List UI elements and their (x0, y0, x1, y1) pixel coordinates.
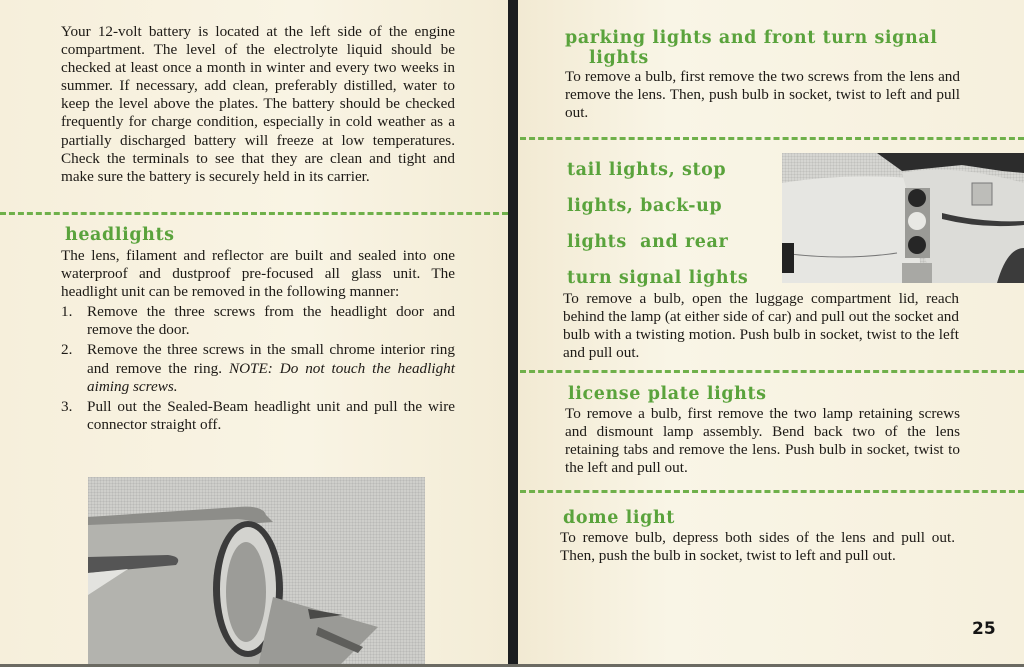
headlights-heading: headlights (65, 225, 175, 245)
book-spine (508, 0, 518, 667)
headlight-steps-list (61, 303, 455, 434)
step-number: 1. (61, 303, 73, 321)
tail-lights-heading: tail lights, stop lights, back-up lights and rear turn signal lights (567, 160, 749, 288)
license-plate-lights-heading: license plate lights (568, 384, 767, 404)
headlights-intro: The lens, filament and reflector are built and sealed into one waterproof and dustproof pre-focused all glass unit. The headlight unit can be removed in the following manner: (61, 247, 455, 301)
dome-light-body: To remove bulb, depress both sides of the lens and pull out. Then, push the bulb in socket, twist to left and pull out. (560, 529, 955, 565)
headlights-section (61, 225, 455, 436)
dome-light-heading: dome light (563, 508, 675, 528)
tail-lights-body: To remove a bulb, open the luggage compartment lid, reach behind the lamp (at either side of car) and pull out the socket and bulb with a twisting motion. Push bulb in socket, twist to the left and pull out. (563, 290, 959, 362)
list-item (61, 341, 455, 395)
license-plate-lights-section (565, 384, 960, 477)
license-plate-lights-body: To remove a bulb, first remove the two lamp retaining screws and dismount lamp assembly. Bend back two of the lens retaining tabs and remove the lens. Push bulb in socket, twist to the left and pull out. (565, 405, 960, 477)
step-text: Remove the three screws from the headlight door and remove the door. (87, 303, 455, 339)
section-divider (520, 370, 1024, 373)
tail-light-illustration-icon (782, 153, 1024, 283)
step-number: 2. (61, 341, 73, 359)
battery-paragraph: Your 12-volt battery is located at the left side of the engine compartment. The level of the electrolyte liquid should be checked at least once a month in winter and every two weeks in summer. If necessary, add clean, preferably distilled, water to keep the level above the plates. The battery should be checked frequently for charge condition, especially in cold weather as a partially discharged battery will freeze at low temperatures. Check the terminals to see that they are clean and tight and make sure the battery is securely held in its carrier. (61, 23, 455, 185)
list-item (61, 398, 455, 434)
step-text: Pull out the Sealed-Beam headlight unit and pull the wire connector straight off. (87, 397, 455, 433)
headlight-photo (88, 477, 425, 667)
headlight-illustration-icon (88, 477, 425, 667)
section-divider (0, 212, 508, 215)
section-divider (520, 490, 1024, 493)
dome-light-section (560, 508, 955, 565)
section-divider (520, 137, 1024, 140)
parking-lights-heading: parking lights and front turn signal lights (565, 28, 938, 68)
parking-lights-section (565, 28, 960, 122)
parking-lights-body: To remove a bulb, first remove the two screws from the lens and remove the lens. Then, push bulb in socket, twist to left and pull out. (565, 68, 960, 122)
note-text: NOTE: Do not touch the headlight aiming screws. (87, 359, 455, 395)
tail-light-photo (782, 153, 1024, 283)
step-text: Remove the three screws in the small chrome interior ring and remove the ring. NOTE: Do not touch the headlight aiming screws. (87, 341, 455, 395)
step-number: 3. (61, 397, 73, 415)
list-item (61, 303, 455, 339)
tail-lights-heading-block (567, 152, 777, 296)
page-number: 25 (972, 619, 996, 639)
